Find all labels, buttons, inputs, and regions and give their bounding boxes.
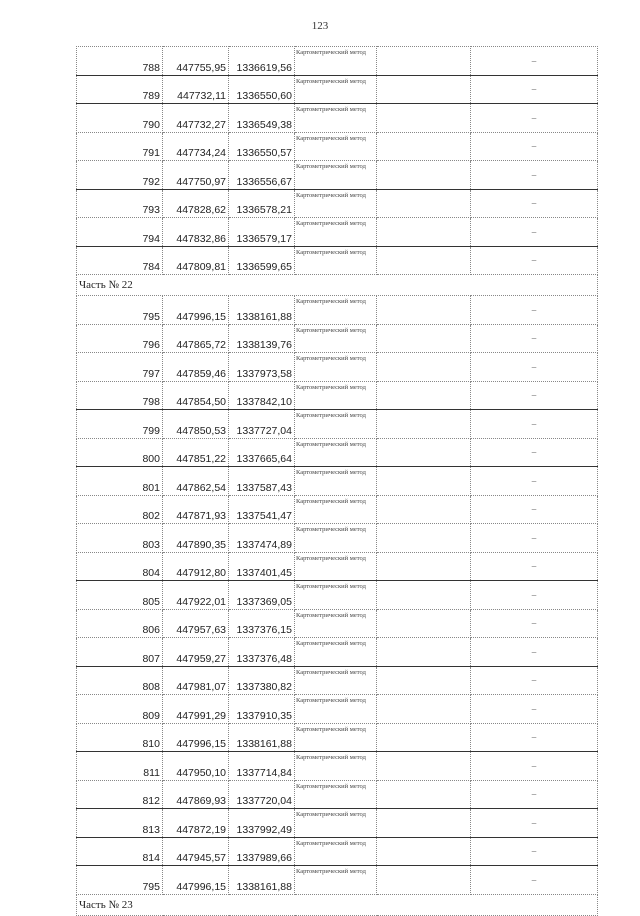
- method-cell: Картометрический метод: [295, 581, 377, 610]
- y-coordinate: 1337727,04: [229, 410, 295, 439]
- part-label: Часть № 23: [77, 894, 598, 915]
- point-number: 790: [77, 104, 163, 133]
- dash-cell: –: [471, 324, 598, 353]
- empty-cell: [377, 524, 471, 553]
- point-number: 810: [77, 723, 163, 752]
- method-cell: Картометрический метод: [295, 495, 377, 524]
- dash-cell: –: [471, 161, 598, 190]
- empty-cell: [377, 381, 471, 410]
- y-coordinate: 1336619,56: [229, 47, 295, 76]
- dash-cell: –: [471, 695, 598, 724]
- method-cell: Картометрический метод: [295, 132, 377, 161]
- table-row: [77, 866, 598, 895]
- x-coordinate: 447732,11: [163, 75, 229, 104]
- y-coordinate: 1337665,64: [229, 438, 295, 467]
- table-row: [77, 780, 598, 809]
- table-row: [77, 723, 598, 752]
- point-number: 813: [77, 809, 163, 838]
- table-row: [77, 695, 598, 724]
- y-coordinate: 1337842,10: [229, 381, 295, 410]
- table-row: [77, 752, 598, 781]
- method-cell: Картометрический метод: [295, 75, 377, 104]
- part-label: Часть № 22: [77, 275, 598, 296]
- point-number: 811: [77, 752, 163, 781]
- y-coordinate: 1337369,05: [229, 581, 295, 610]
- y-coordinate: 1337401,45: [229, 552, 295, 581]
- point-number: 788: [77, 47, 163, 76]
- dash-cell: –: [471, 246, 598, 275]
- x-coordinate: 447865,72: [163, 324, 229, 353]
- x-coordinate: 447996,15: [163, 723, 229, 752]
- table-row: [77, 132, 598, 161]
- table-row: [77, 467, 598, 496]
- x-coordinate: 447732,27: [163, 104, 229, 133]
- method-cell: Картометрический метод: [295, 809, 377, 838]
- method-cell: Картометрический метод: [295, 438, 377, 467]
- point-number: 814: [77, 837, 163, 866]
- x-coordinate: 447809,81: [163, 246, 229, 275]
- empty-cell: [377, 638, 471, 667]
- table-row: [77, 104, 598, 133]
- point-number: 794: [77, 218, 163, 247]
- method-cell: Картометрический метод: [295, 638, 377, 667]
- dash-cell: –: [471, 780, 598, 809]
- method-cell: Картометрический метод: [295, 467, 377, 496]
- dash-cell: –: [471, 638, 598, 667]
- x-coordinate: 447869,93: [163, 780, 229, 809]
- y-coordinate: 1337910,35: [229, 695, 295, 724]
- dash-cell: –: [471, 410, 598, 439]
- table-row: [77, 353, 598, 382]
- dash-cell: –: [471, 666, 598, 695]
- y-coordinate: 1336599,65: [229, 246, 295, 275]
- table-row: [77, 189, 598, 218]
- y-coordinate: 1337380,82: [229, 666, 295, 695]
- method-cell: Картометрический метод: [295, 410, 377, 439]
- point-number: 804: [77, 552, 163, 581]
- dash-cell: –: [471, 495, 598, 524]
- empty-cell: [377, 104, 471, 133]
- y-coordinate: 1336549,38: [229, 104, 295, 133]
- x-coordinate: 447996,15: [163, 866, 229, 895]
- dash-cell: –: [471, 809, 598, 838]
- y-coordinate: 1337474,89: [229, 524, 295, 553]
- point-number: 799: [77, 410, 163, 439]
- y-coordinate: 1338139,76: [229, 324, 295, 353]
- y-coordinate: 1336556,67: [229, 161, 295, 190]
- method-cell: Картометрический метод: [295, 752, 377, 781]
- y-coordinate: 1337587,43: [229, 467, 295, 496]
- empty-cell: [377, 780, 471, 809]
- method-cell: Картометрический метод: [295, 47, 377, 76]
- dash-cell: –: [471, 132, 598, 161]
- y-coordinate: 1337989,66: [229, 837, 295, 866]
- method-cell: Картометрический метод: [295, 218, 377, 247]
- x-coordinate: 447854,50: [163, 381, 229, 410]
- table-row: [77, 809, 598, 838]
- method-cell: Картометрический метод: [295, 324, 377, 353]
- y-coordinate: 1337992,49: [229, 809, 295, 838]
- y-coordinate: 1336578,21: [229, 189, 295, 218]
- method-cell: Картометрический метод: [295, 695, 377, 724]
- x-coordinate: 447922,01: [163, 581, 229, 610]
- method-cell: Картометрический метод: [295, 353, 377, 382]
- point-number: 793: [77, 189, 163, 218]
- x-coordinate: 447872,19: [163, 809, 229, 838]
- empty-cell: [377, 866, 471, 895]
- table-row: [77, 161, 598, 190]
- table-row: [77, 552, 598, 581]
- y-coordinate: 1337541,47: [229, 495, 295, 524]
- dash-cell: –: [471, 723, 598, 752]
- x-coordinate: 447981,07: [163, 666, 229, 695]
- dash-cell: –: [471, 353, 598, 382]
- dash-cell: –: [471, 552, 598, 581]
- point-number: 806: [77, 609, 163, 638]
- empty-cell: [377, 353, 471, 382]
- dash-cell: –: [471, 609, 598, 638]
- method-cell: Картометрический метод: [295, 161, 377, 190]
- table-row: [77, 246, 598, 275]
- empty-cell: [377, 695, 471, 724]
- point-number: 812: [77, 780, 163, 809]
- x-coordinate: 447959,27: [163, 638, 229, 667]
- y-coordinate: 1336550,60: [229, 75, 295, 104]
- dash-cell: –: [471, 189, 598, 218]
- empty-cell: [377, 161, 471, 190]
- point-number: 808: [77, 666, 163, 695]
- empty-cell: [377, 218, 471, 247]
- empty-cell: [377, 75, 471, 104]
- x-coordinate: 447950,10: [163, 752, 229, 781]
- empty-cell: [377, 296, 471, 325]
- empty-cell: [377, 47, 471, 76]
- dash-cell: –: [471, 296, 598, 325]
- method-cell: Картометрический метод: [295, 246, 377, 275]
- table-row: [77, 410, 598, 439]
- empty-cell: [377, 132, 471, 161]
- point-number: 805: [77, 581, 163, 610]
- empty-cell: [377, 609, 471, 638]
- method-cell: Картометрический метод: [295, 609, 377, 638]
- y-coordinate: 1337973,58: [229, 353, 295, 382]
- page-number: 123: [311, 20, 329, 32]
- point-number: 796: [77, 324, 163, 353]
- empty-cell: [377, 723, 471, 752]
- point-number: 809: [77, 695, 163, 724]
- point-number: 791: [77, 132, 163, 161]
- dash-cell: –: [471, 581, 598, 610]
- table-row: [77, 609, 598, 638]
- point-number: 797: [77, 353, 163, 382]
- table-row: [77, 75, 598, 104]
- y-coordinate: 1338161,88: [229, 296, 295, 325]
- x-coordinate: 447832,86: [163, 218, 229, 247]
- table-row: [77, 666, 598, 695]
- table-row: [77, 381, 598, 410]
- y-coordinate: 1336550,57: [229, 132, 295, 161]
- method-cell: Картометрический метод: [295, 104, 377, 133]
- dash-cell: –: [471, 381, 598, 410]
- y-coordinate: 1338161,88: [229, 723, 295, 752]
- dash-cell: –: [471, 752, 598, 781]
- x-coordinate: 447859,46: [163, 353, 229, 382]
- empty-cell: [377, 438, 471, 467]
- point-number: 807: [77, 638, 163, 667]
- empty-cell: [377, 246, 471, 275]
- point-number: 795: [77, 866, 163, 895]
- table-row: [77, 47, 598, 76]
- point-number: 792: [77, 161, 163, 190]
- dash-cell: –: [471, 524, 598, 553]
- empty-cell: [377, 495, 471, 524]
- x-coordinate: 447862,54: [163, 467, 229, 496]
- table-row: [77, 495, 598, 524]
- y-coordinate: 1337376,48: [229, 638, 295, 667]
- point-number: 802: [77, 495, 163, 524]
- table-row: [77, 581, 598, 610]
- x-coordinate: 447850,53: [163, 410, 229, 439]
- point-number: 801: [77, 467, 163, 496]
- empty-cell: [377, 189, 471, 218]
- table-row: [77, 837, 598, 866]
- empty-cell: [377, 837, 471, 866]
- method-cell: Картометрический метод: [295, 723, 377, 752]
- empty-cell: [377, 324, 471, 353]
- point-number: 795: [77, 296, 163, 325]
- y-coordinate: 1336579,17: [229, 218, 295, 247]
- method-cell: Картометрический метод: [295, 296, 377, 325]
- y-coordinate: 1337376,15: [229, 609, 295, 638]
- point-number: 798: [77, 381, 163, 410]
- x-coordinate: 447871,93: [163, 495, 229, 524]
- point-number: 784: [77, 246, 163, 275]
- x-coordinate: 447851,22: [163, 438, 229, 467]
- coordinates-table: [76, 46, 598, 916]
- x-coordinate: 447734,24: [163, 132, 229, 161]
- point-number: 800: [77, 438, 163, 467]
- empty-cell: [377, 752, 471, 781]
- table-row: [77, 524, 598, 553]
- dash-cell: –: [471, 218, 598, 247]
- dash-cell: –: [471, 438, 598, 467]
- x-coordinate: 447991,29: [163, 695, 229, 724]
- method-cell: Картометрический метод: [295, 524, 377, 553]
- x-coordinate: 447890,35: [163, 524, 229, 553]
- method-cell: Картометрический метод: [295, 780, 377, 809]
- part-header-row: [77, 275, 598, 296]
- x-coordinate: 447912,80: [163, 552, 229, 581]
- table-row: [77, 638, 598, 667]
- x-coordinate: 447828,62: [163, 189, 229, 218]
- table-row: [77, 438, 598, 467]
- x-coordinate: 447750,97: [163, 161, 229, 190]
- method-cell: Картометрический метод: [295, 866, 377, 895]
- empty-cell: [377, 666, 471, 695]
- x-coordinate: 447957,63: [163, 609, 229, 638]
- x-coordinate: 447996,15: [163, 296, 229, 325]
- method-cell: Картометрический метод: [295, 381, 377, 410]
- method-cell: Картометрический метод: [295, 837, 377, 866]
- empty-cell: [377, 410, 471, 439]
- empty-cell: [377, 581, 471, 610]
- table-row: [77, 296, 598, 325]
- y-coordinate: 1337714,84: [229, 752, 295, 781]
- dash-cell: –: [471, 866, 598, 895]
- method-cell: Картометрический метод: [295, 666, 377, 695]
- dash-cell: –: [471, 47, 598, 76]
- empty-cell: [377, 809, 471, 838]
- method-cell: Картометрический метод: [295, 189, 377, 218]
- empty-cell: [377, 467, 471, 496]
- y-coordinate: 1338161,88: [229, 866, 295, 895]
- dash-cell: –: [471, 75, 598, 104]
- point-number: 803: [77, 524, 163, 553]
- method-cell: Картометрический метод: [295, 552, 377, 581]
- dash-cell: –: [471, 104, 598, 133]
- y-coordinate: 1337720,04: [229, 780, 295, 809]
- x-coordinate: 447945,57: [163, 837, 229, 866]
- table-row: [77, 218, 598, 247]
- point-number: 789: [77, 75, 163, 104]
- empty-cell: [377, 552, 471, 581]
- x-coordinate: 447755,95: [163, 47, 229, 76]
- dash-cell: –: [471, 837, 598, 866]
- table-row: [77, 324, 598, 353]
- dash-cell: –: [471, 467, 598, 496]
